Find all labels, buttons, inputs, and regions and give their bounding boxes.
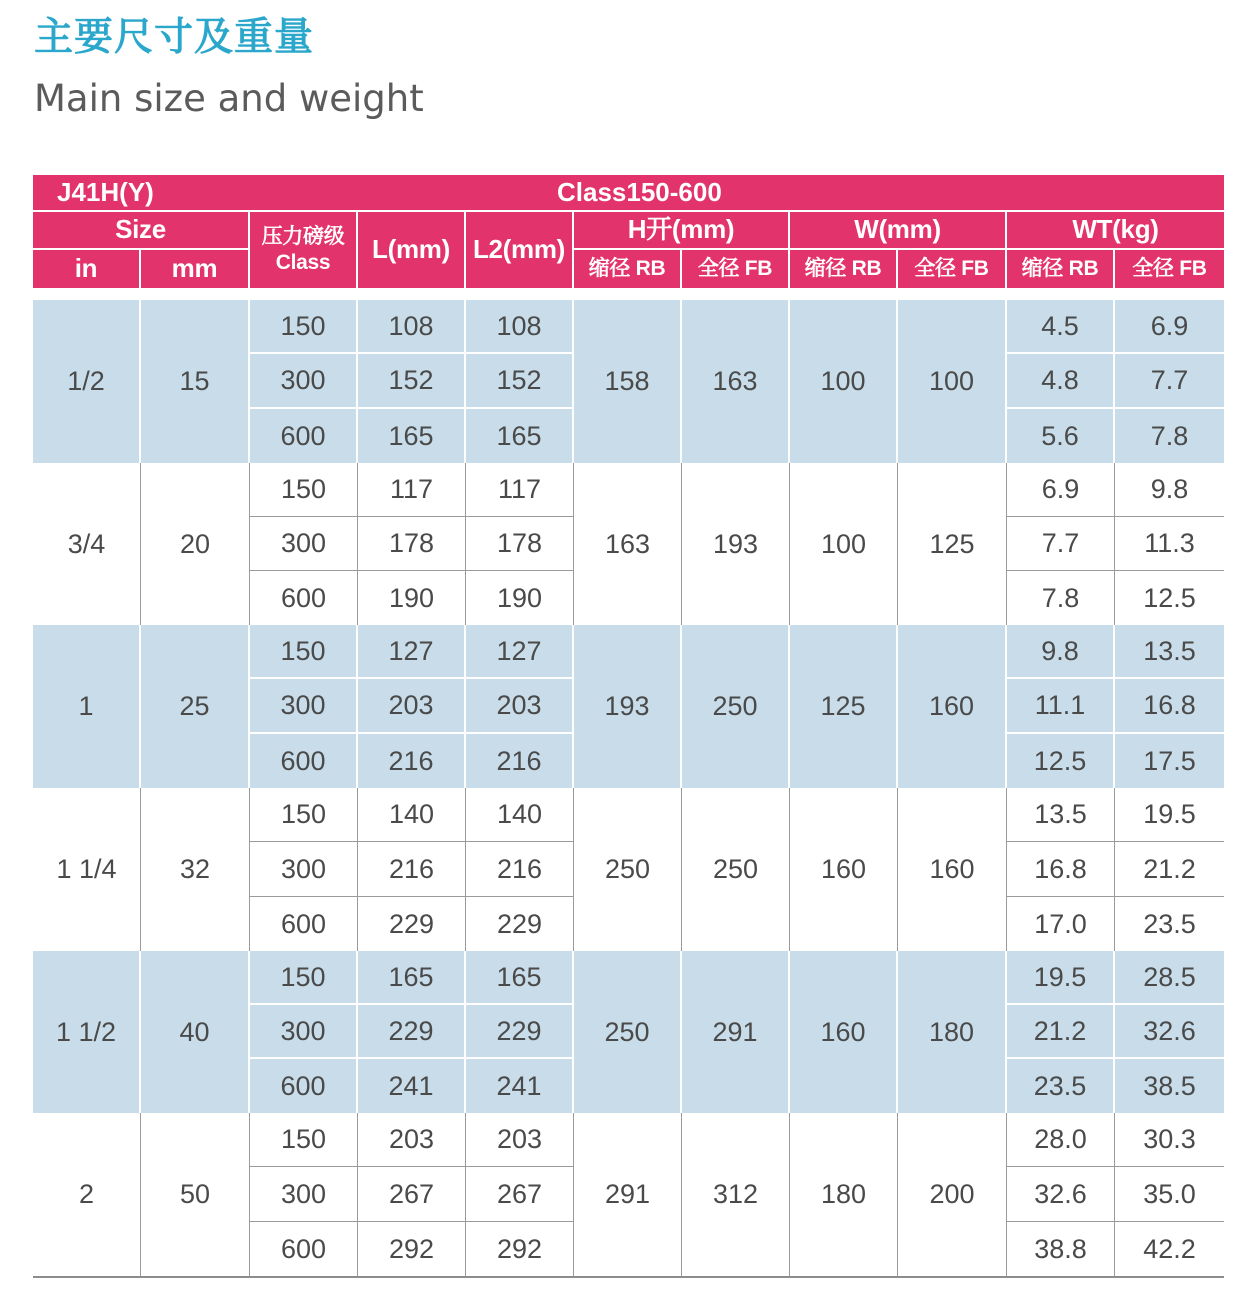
l2-cell: 216 <box>466 842 574 897</box>
wt-fb-cell: 30.3 <box>1115 1113 1224 1167</box>
l-cell: 241 <box>358 1059 466 1113</box>
wt-fb-cell: 38.5 <box>1115 1059 1224 1113</box>
class-cell: 300 <box>250 354 358 409</box>
l2-cell: 165 <box>466 951 574 1005</box>
w-fb-cell: 100 <box>898 300 1007 463</box>
w-fb-cell: 160 <box>898 788 1007 951</box>
l-cell: 292 <box>358 1222 466 1276</box>
l2-cell: 229 <box>466 1005 574 1059</box>
w-fb-cell: 125 <box>898 463 1007 625</box>
class-cell: 300 <box>250 842 358 897</box>
l-cell: 229 <box>358 897 466 951</box>
wt-rb-cell: 4.5 <box>1007 300 1115 354</box>
size-in-cell: 1 <box>33 625 141 788</box>
l-cell: 108 <box>358 300 466 354</box>
l2-cell: 117 <box>466 463 574 517</box>
wt-fb-cell: 11.3 <box>1115 517 1224 571</box>
class-cell: 300 <box>250 1005 358 1059</box>
l-cell: 127 <box>358 625 466 679</box>
table-header <box>33 175 1224 288</box>
h-rb-cell: 291 <box>574 1113 682 1276</box>
w-rb-cell: 100 <box>790 463 898 625</box>
l-cell: 203 <box>358 679 466 734</box>
class-cell: 150 <box>250 788 358 842</box>
size-in-cell: 3/4 <box>33 463 141 625</box>
l2-cell: 203 <box>466 679 574 734</box>
l2-cell: 241 <box>466 1059 574 1113</box>
header-wt: WT(kg) <box>1007 212 1224 250</box>
class-cell: 150 <box>250 1113 358 1167</box>
wt-rb-cell: 5.6 <box>1007 409 1115 463</box>
header-w: W(mm) <box>790 212 1007 250</box>
l2-cell: 190 <box>466 571 574 625</box>
l-cell: 203 <box>358 1113 466 1167</box>
l2-cell: 127 <box>466 625 574 679</box>
class-cell: 600 <box>250 734 358 788</box>
wt-rb-cell: 13.5 <box>1007 788 1115 842</box>
h-rb-cell: 158 <box>574 300 682 463</box>
wt-rb-cell: 11.1 <box>1007 679 1115 734</box>
size-mm-cell: 25 <box>141 625 250 788</box>
wt-fb-cell: 17.5 <box>1115 734 1224 788</box>
size-in-cell: 1 1/4 <box>33 788 141 951</box>
l-cell: 178 <box>358 517 466 571</box>
size-mm-cell: 50 <box>141 1113 250 1276</box>
class-cell: 300 <box>250 517 358 571</box>
header-l: L(mm) <box>358 212 466 288</box>
l2-cell: 178 <box>466 517 574 571</box>
wt-rb-cell: 28.0 <box>1007 1113 1115 1167</box>
header-class <box>250 212 358 288</box>
l2-cell: 229 <box>466 897 574 951</box>
wt-fb-cell: 35.0 <box>1115 1167 1224 1222</box>
class-cell: 300 <box>250 679 358 734</box>
size-group <box>33 463 1224 625</box>
h-rb-cell: 163 <box>574 463 682 625</box>
h-fb-cell: 291 <box>682 951 790 1113</box>
class-cell: 600 <box>250 409 358 463</box>
wt-rb-cell: 7.7 <box>1007 517 1115 571</box>
header-wt-rb: 缩径 RB <box>1007 250 1115 288</box>
wt-rb-cell: 17.0 <box>1007 897 1115 951</box>
l2-cell: 216 <box>466 734 574 788</box>
class-cell: 150 <box>250 625 358 679</box>
l2-cell: 165 <box>466 409 574 463</box>
header-w-rb: 缩径 RB <box>790 250 898 288</box>
wt-fb-cell: 7.8 <box>1115 409 1224 463</box>
w-rb-cell: 125 <box>790 625 898 788</box>
l2-cell: 267 <box>466 1167 574 1222</box>
wt-rb-cell: 12.5 <box>1007 734 1115 788</box>
l-cell: 165 <box>358 951 466 1005</box>
class-cell: 300 <box>250 1167 358 1222</box>
class-cell: 600 <box>250 1222 358 1276</box>
page-title: 主要尺寸及重量 <box>34 15 315 60</box>
wt-rb-cell: 23.5 <box>1007 1059 1115 1113</box>
wt-rb-cell: 16.8 <box>1007 842 1115 897</box>
size-mm-cell: 40 <box>141 951 250 1113</box>
page-subtitle: Main size and weight <box>34 77 424 120</box>
h-rb-cell: 193 <box>574 625 682 788</box>
header-mm: mm <box>141 250 250 288</box>
wt-rb-cell: 7.8 <box>1007 571 1115 625</box>
l2-cell: 140 <box>466 788 574 842</box>
header-h: H开(mm) <box>574 212 790 250</box>
w-rb-cell: 160 <box>790 951 898 1113</box>
size-group <box>33 1113 1224 1276</box>
model-label: J41H(Y) <box>57 177 154 207</box>
header-wt-fb: 全径 FB <box>1132 256 1207 280</box>
wt-fb-cell: 21.2 <box>1115 842 1224 897</box>
header-in: in <box>33 250 141 288</box>
h-fb-cell: 193 <box>682 463 790 625</box>
class-cell: 600 <box>250 897 358 951</box>
w-rb-cell: 100 <box>790 300 898 463</box>
l-cell: 190 <box>358 571 466 625</box>
class-cell: 600 <box>250 571 358 625</box>
wt-rb-cell: 19.5 <box>1007 951 1115 1005</box>
wt-fb-cell: 7.7 <box>1115 354 1224 409</box>
header-h-fb: 全径 FB <box>682 250 790 288</box>
size-group <box>33 300 1224 463</box>
w-rb-cell: 160 <box>790 788 898 951</box>
wt-rb-cell: 38.8 <box>1007 1222 1115 1276</box>
l-cell: 267 <box>358 1167 466 1222</box>
wt-fb-cell: 19.5 <box>1115 788 1224 842</box>
h-rb-cell: 250 <box>574 788 682 951</box>
l2-cell: 108 <box>466 300 574 354</box>
size-mm-cell: 20 <box>141 463 250 625</box>
h-fb-cell: 250 <box>682 788 790 951</box>
w-rb-cell: 180 <box>790 1113 898 1276</box>
wt-rb-cell: 6.9 <box>1007 463 1115 517</box>
l2-cell: 203 <box>466 1113 574 1167</box>
l-cell: 216 <box>358 734 466 788</box>
wt-fb-cell: 9.8 <box>1115 463 1224 517</box>
wt-fb-cell: 23.5 <box>1143 908 1196 939</box>
size-group <box>33 951 1224 1113</box>
wt-fb-cell: 6.9 <box>1115 300 1224 354</box>
h-rb-cell: 250 <box>574 951 682 1113</box>
class-range-label: Class150-600 <box>557 177 722 207</box>
wt-rb-cell: 4.8 <box>1007 354 1115 409</box>
h-fb-cell: 250 <box>682 625 790 788</box>
wt-rb-cell: 9.8 <box>1007 625 1115 679</box>
l2-cell: 152 <box>466 354 574 409</box>
wt-fb-cell: 42.2 <box>1143 1233 1196 1264</box>
size-group <box>33 625 1224 788</box>
size-in-cell: 1/2 <box>33 300 141 463</box>
header-size: Size <box>33 212 250 250</box>
header-h-rb: 缩径 RB <box>574 250 682 288</box>
wt-fb-cell: 13.5 <box>1115 625 1224 679</box>
l-cell: 229 <box>358 1005 466 1059</box>
l-cell: 216 <box>358 842 466 897</box>
class-cell: 150 <box>250 463 358 517</box>
header-class-cn: 压力磅级 <box>261 225 345 248</box>
l-cell: 140 <box>358 788 466 842</box>
wt-rb-cell: 21.2 <box>1007 1005 1115 1059</box>
w-fb-cell: 180 <box>898 951 1007 1113</box>
wt-fb-cell: 12.5 <box>1143 582 1196 613</box>
header-class-en: Class <box>275 251 331 274</box>
h-fb-cell: 163 <box>682 300 790 463</box>
size-in-cell: 2 <box>33 1113 141 1276</box>
size-mm-cell: 32 <box>141 788 250 951</box>
l-cell: 165 <box>358 409 466 463</box>
l-cell: 117 <box>358 463 466 517</box>
wt-fb-cell: 16.8 <box>1115 679 1224 734</box>
wt-fb-cell: 32.6 <box>1115 1005 1224 1059</box>
header-w-fb: 全径 FB <box>898 250 1007 288</box>
class-cell: 150 <box>250 300 358 354</box>
size-mm-cell: 15 <box>141 300 250 463</box>
wt-rb-cell: 32.6 <box>1007 1167 1115 1222</box>
w-fb-cell: 200 <box>898 1113 1007 1276</box>
w-fb-cell: 160 <box>898 625 1007 788</box>
l2-cell: 292 <box>466 1222 574 1276</box>
table-header-model-row <box>33 175 1224 212</box>
size-in-cell: 1 1/2 <box>33 951 141 1113</box>
h-fb-cell: 312 <box>682 1113 790 1276</box>
l-cell: 152 <box>358 354 466 409</box>
table-body <box>33 300 1224 1278</box>
class-cell: 600 <box>250 1059 358 1113</box>
header-l2: L2(mm) <box>466 212 574 288</box>
wt-fb-cell: 28.5 <box>1115 951 1224 1005</box>
class-cell: 150 <box>250 951 358 1005</box>
size-group <box>33 788 1224 951</box>
